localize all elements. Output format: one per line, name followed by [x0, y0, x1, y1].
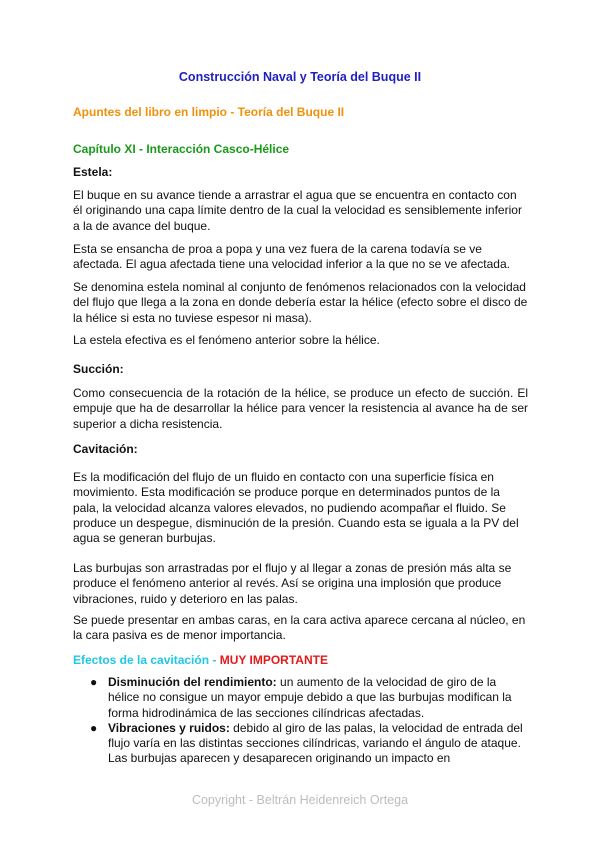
estela-paragraph-4: La estela efectiva es el fenómeno anterior sobre la hélice.	[73, 333, 380, 347]
cavitacion-paragraph-3: Se puede presentar en ambas caras, en la cara activa aparece cercana al núcleo, en la cara pasiva es de menor importancia.	[73, 613, 526, 643]
copyright-footer: Copyright - Beltrán Heidenreich Ortega	[191, 793, 409, 807]
effect-text: un aumento de la velocidad de giro de la hélice no consigue un mayor empuje debido a que las burbujas modifican la forma hidrodinámica de las secciones cilíndricas afectadas.	[108, 675, 512, 720]
cavitacion-paragraph-1: Es la modificación del flujo de un fluido en contacto con una superficie física en movimiento. Esta modificación se produce porque en determinados puntos de la pala, la velocidad alcanza valores elevados, no pudiendo acompañar el fluido. Se produce un despegue, disminución de la presión. Cuando esta se iguala a la PV del agua se generan burbujas.	[73, 470, 519, 546]
effect-text: debido al giro de las palas, la velocidad de entrada del flujo varía en las distintas secciones cilíndricas, variando el ángulo de ataque. Las burbujas aparecen y desaparecen originando un impacto en	[108, 720, 523, 766]
chapter-title: Capítulo XI - Interacción Casco-Hélice	[73, 142, 290, 156]
succion-heading: Succión:	[73, 362, 124, 376]
document-title: Construcción Naval y Teoría del Buque II	[178, 70, 422, 84]
succion-paragraph-1: Como consecuencia de la rotación de la hélice, se produce un efecto de succión. El empuje que ha de desarrollar la hélice para vencer la resistencia al avance ha de ser superior a dicha resistencia.	[73, 386, 528, 431]
effects-title: Efectos de la cavitación -	[73, 653, 217, 667]
document-subtitle: Apuntes del libro en limpio - Teoría del Buque II	[73, 105, 345, 119]
effects-heading	[73, 653, 328, 667]
estela-heading: Estela:	[73, 165, 113, 179]
cavitacion-paragraph-2: Las burbujas son arrastradas por el flujo y al llegar a zonas de presión más alta se produce el fenómeno anterior al revés. Así se origina una implosión que produce vibraciones, ruido y deterioro en las palas.	[73, 561, 512, 606]
bullet-icon: ●	[90, 720, 98, 735]
effect-term: Disminución del rendimiento:	[108, 675, 277, 689]
list-item	[88, 721, 528, 767]
cavitacion-heading: Cavitación:	[73, 442, 138, 456]
estela-paragraph-1: El buque en su avance tiende a arrastrar el agua que se encuentra en contacto con él originando una capa límite dentro de la cual la velocidad es sensiblemente inferior a la de avance del buque.	[73, 188, 522, 233]
bullet-icon: ●	[90, 675, 98, 689]
list-item	[88, 675, 528, 721]
estela-paragraph-2: Esta se ensancha de proa a popa y una vez fuera de la carena todavía se ve afectada. El agua afectada tiene una velocidad inferior a la que no se ve afectada.	[73, 242, 510, 272]
effects-importance-note: MUY IMPORTANTE	[219, 653, 328, 667]
effects-list	[88, 675, 528, 767]
effect-term: Vibraciones y ruidos:	[108, 720, 230, 735]
estela-paragraph-3: Se denomina estela nominal al conjunto de fenómenos relacionados con la velocidad del flujo que llega a la zona en donde debería estar la hélice (efecto sobre el disco de la hélice si esta no tuviese espesor ni masa).	[73, 280, 528, 325]
